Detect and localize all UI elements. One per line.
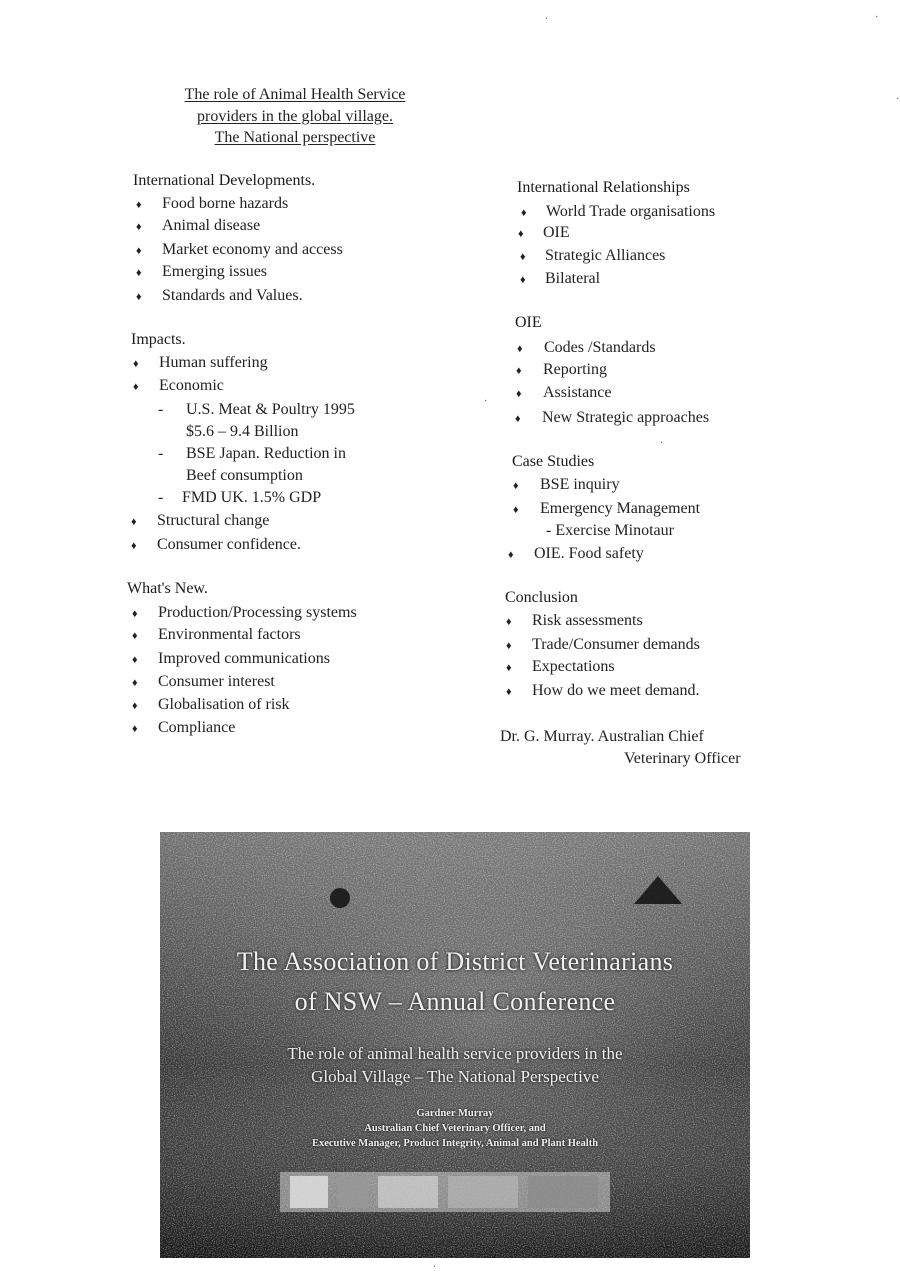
diamond-bullet-icon: ♦ — [133, 381, 139, 393]
list-item: ♦ Trade/Consumer demands — [506, 636, 700, 653]
diamond-bullet-icon: ♦ — [516, 365, 522, 377]
signature-line-1: Dr. G. Murray. Australian Chief — [500, 728, 704, 745]
list-item: ♦ Codes /Standards — [517, 339, 656, 356]
list-item: ♦ New Strategic approaches — [515, 409, 710, 426]
list-item: ♦ Animal disease — [136, 217, 261, 234]
list-item: ♦ Market economy and access — [136, 241, 343, 258]
list-item: ♦ How do we meet demand. — [506, 682, 700, 699]
sub-list-item-continuation: $5.6 – 9.4 Billion — [186, 423, 299, 440]
list-item: ♦ Environmental factors — [132, 626, 301, 643]
diamond-bullet-icon: ♦ — [132, 677, 138, 689]
diamond-bullet-icon: ♦ — [506, 662, 512, 674]
slide-title-line-1: The Association of District Veterinarians — [236, 947, 674, 976]
diamond-bullet-icon: ♦ — [518, 228, 524, 240]
title-line-1: The role of Animal Health Service — [184, 86, 406, 103]
scan-speck: · — [433, 1262, 437, 1273]
sub-list-item-continuation: Beef consumption — [186, 467, 303, 484]
title-line-3: The National perspective — [214, 129, 376, 146]
slide-subtitle — [160, 1042, 750, 1088]
slide-title — [160, 942, 750, 1022]
list-item: ♦ Expectations — [506, 658, 615, 675]
scan-speck: · — [484, 396, 488, 407]
diamond-bullet-icon: ♦ — [131, 540, 137, 552]
scan-speck: · — [896, 94, 900, 105]
sub-list-item-exercise-minotaur: - Exercise Minotaur — [546, 522, 674, 539]
diamond-bullet-icon: ♦ — [521, 207, 527, 219]
list-item: ♦ Consumer interest — [132, 673, 275, 690]
diamond-bullet-icon: ♦ — [506, 616, 512, 628]
title-line-2: providers in the global village. — [197, 107, 393, 125]
diamond-bullet-icon: ♦ — [132, 723, 138, 735]
diamond-bullet-icon: ♦ — [136, 267, 142, 279]
list-item: ♦ Food borne hazards — [136, 195, 289, 212]
section-heading-case-studies: Case Studies — [512, 453, 595, 470]
slide-presenter — [160, 1106, 750, 1151]
slide-subtitle-line-1: The role of animal health service providers in the — [287, 1044, 623, 1063]
list-item: ♦ Bilateral — [520, 270, 601, 287]
section-heading-whats-new: What's New. — [127, 580, 208, 597]
diamond-bullet-icon: ♦ — [516, 388, 522, 400]
slide-presenter-role-2: Executive Manager, Product Integrity, Animal and Plant Health — [311, 1138, 599, 1149]
scan-speck: · — [660, 438, 664, 449]
diamond-bullet-icon: ♦ — [132, 700, 138, 712]
sub-list-item: - BSE Japan. Reduction in — [158, 445, 346, 462]
diamond-bullet-icon: ♦ — [132, 654, 138, 666]
list-item: ♦ Improved communications — [132, 650, 330, 667]
diamond-bullet-icon: ♦ — [513, 504, 519, 516]
diamond-bullet-icon: ♦ — [520, 274, 526, 286]
section-heading-oie: OIE — [515, 314, 542, 331]
diamond-bullet-icon: ♦ — [517, 343, 523, 355]
diamond-bullet-icon: ♦ — [506, 686, 512, 698]
list-item: ♦ Assistance — [516, 384, 612, 401]
list-item: ♦ Compliance — [132, 719, 236, 736]
signature-line-2: Veterinary Officer — [624, 750, 741, 767]
list-item: ♦ OIE — [518, 224, 570, 241]
diamond-bullet-icon: ♦ — [508, 549, 514, 561]
diamond-bullet-icon: ♦ — [506, 640, 512, 652]
slide-title-line-2: of NSW – Annual Conference — [294, 987, 616, 1016]
diamond-bullet-icon: ♦ — [136, 221, 142, 233]
list-item: ♦ Human suffering — [133, 354, 268, 371]
section-heading-conclusion: Conclusion — [505, 589, 578, 606]
diamond-bullet-icon: ♦ — [133, 358, 139, 370]
diamond-bullet-icon: ♦ — [515, 413, 521, 425]
list-item: ♦ Economic — [133, 377, 224, 394]
sub-list-item: - U.S. Meat & Poultry 1995 — [158, 401, 355, 418]
list-item: ♦ BSE inquiry — [513, 476, 620, 493]
diamond-bullet-icon: ♦ — [131, 516, 137, 528]
diamond-bullet-icon: ♦ — [136, 291, 142, 303]
list-item: ♦ World Trade organisations — [521, 203, 716, 220]
list-item: ♦ Emergency Management — [513, 500, 701, 517]
slide-subtitle-line-2: Global Village – The National Perspective — [311, 1067, 599, 1086]
list-item: ♦ OIE. Food safety — [508, 545, 644, 562]
section-heading-international-relationships: International Relationships — [517, 179, 690, 196]
dash-marker: - — [158, 445, 164, 462]
document-title — [140, 84, 450, 149]
diamond-bullet-icon: ♦ — [513, 480, 519, 492]
section-heading-impacts: Impacts. — [131, 331, 186, 348]
dash-marker: - — [158, 489, 164, 506]
list-item: ♦ Globalisation of risk — [132, 696, 290, 713]
list-item: ♦ Emerging issues — [136, 263, 268, 280]
slide-presenter-role: Australian Chief Veterinary Officer, and — [364, 1123, 546, 1134]
sub-list-item: - FMD UK. 1.5% GDP — [158, 489, 322, 506]
list-item: ♦ Standards and Values. — [136, 287, 303, 304]
section-heading-international-developments: International Developments. — [133, 172, 316, 189]
slide-photo-strip — [280, 1172, 610, 1212]
diamond-bullet-icon: ♦ — [132, 608, 138, 620]
list-item: ♦ Production/Processing systems — [132, 604, 357, 621]
list-item: ♦ Risk assessments — [506, 612, 643, 629]
conference-slide-image — [160, 832, 750, 1258]
diamond-bullet-icon: ♦ — [136, 245, 142, 257]
list-item: ♦ Strategic Alliances — [520, 247, 666, 264]
diamond-bullet-icon: ♦ — [520, 251, 526, 263]
diamond-bullet-icon: ♦ — [132, 630, 138, 642]
scan-speck: · — [875, 12, 879, 23]
diamond-bullet-icon: ♦ — [136, 199, 142, 211]
dash-marker: - — [158, 401, 164, 418]
slide-presenter-name: Gardner Murray — [416, 1108, 494, 1119]
scan-speck: · — [545, 14, 549, 25]
list-item: ♦ Reporting — [516, 361, 607, 378]
list-item: ♦ Consumer confidence. — [131, 536, 301, 553]
list-item: ♦ Structural change — [131, 512, 270, 529]
